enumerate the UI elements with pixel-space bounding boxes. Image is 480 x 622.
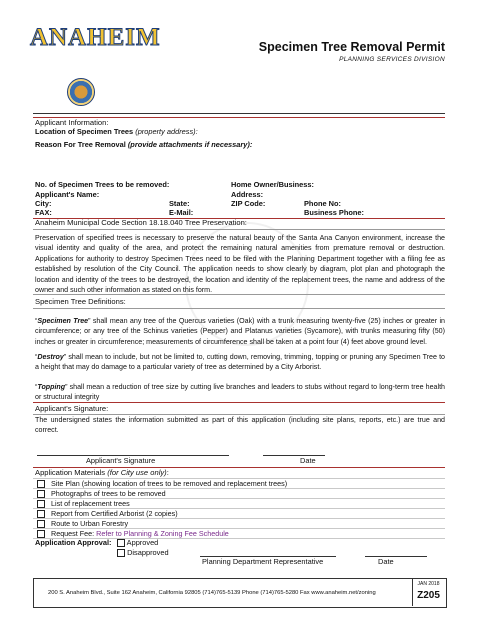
disapproved-label: Disapproved bbox=[127, 548, 169, 557]
representative-date-caption: Date bbox=[378, 557, 394, 566]
city-logo bbox=[30, 20, 161, 120]
fee-item[interactable] bbox=[37, 529, 229, 538]
divider bbox=[33, 402, 445, 403]
checkbox[interactable] bbox=[117, 539, 125, 547]
num-trees-label[interactable]: No. of Specimen Trees to be removed: bbox=[35, 180, 170, 189]
checklist-item[interactable] bbox=[37, 499, 130, 508]
preservation-text: Preservation of specified trees is necessary to preserve the natural beauty of the Santa Ana Canyon environment, increase the visual identity and quality of the area, and protect the remaining natural amenities from premature removal or destruction. Applications for authority to destroy Specimen Trees need to be filed with the Planning Department together with a filing fee as established by resolution of the City Council. The application needs to show clearly by diagram, plot plan and photograph the location and identity of the trees to be destroyed, the location and identity of the replacement trees, the name and address of the owner and such other information as stated on this form. bbox=[35, 234, 445, 295]
approved-option[interactable] bbox=[117, 538, 158, 548]
signature-date-line[interactable] bbox=[263, 455, 325, 456]
business-phone-label[interactable]: Business Phone: bbox=[304, 208, 364, 217]
divider bbox=[33, 294, 445, 295]
checklist-item-label: Photographs of trees to be removed bbox=[51, 489, 166, 498]
applicant-info-heading: Applicant Information: bbox=[35, 118, 109, 127]
representative-caption: Planning Department Representative bbox=[202, 557, 324, 566]
division-subtitle: PLANNING SERVICES DIVISION bbox=[339, 56, 445, 63]
destroy-term: Destroy bbox=[37, 353, 64, 361]
location-hint: (property address): bbox=[135, 127, 198, 136]
materials-heading-text: Application Materials bbox=[35, 468, 106, 477]
approved-label: Approved bbox=[126, 538, 159, 547]
materials-heading-colon: : bbox=[166, 468, 169, 477]
signature-heading: Applicant's Signature: bbox=[35, 404, 109, 413]
zip-label[interactable]: ZIP Code: bbox=[231, 199, 266, 208]
checklist-item-label: Site Plan (showing location of trees to be removed and replacement trees) bbox=[51, 479, 288, 488]
city-seal-icon bbox=[67, 78, 95, 106]
form-number: Z205 bbox=[417, 590, 440, 601]
fee-schedule-link[interactable]: Refer to Planning & Zoning Fee Schedule bbox=[96, 529, 229, 538]
checkbox[interactable] bbox=[37, 520, 45, 528]
preservation-heading: Anaheim Municipal Code Section 18.18.040 Tree Preservation: bbox=[35, 218, 247, 227]
divider bbox=[33, 113, 445, 114]
divider bbox=[33, 229, 445, 230]
checklist-item[interactable] bbox=[37, 489, 166, 498]
specimen-term: Specimen Tree bbox=[37, 317, 89, 325]
checkbox[interactable] bbox=[37, 480, 45, 488]
checklist-item-label: List of replacement trees bbox=[51, 499, 130, 508]
destroy-text: shall mean to include, but not be limited to, cutting down, removing, trimming, topping or pruning any Specimen Tree to a height that may do damage to a particular variety of tree as determined by a City Arborist. bbox=[35, 353, 445, 372]
disapproved-option[interactable] bbox=[117, 548, 169, 558]
footer-contact: 200 S. Anaheim Blvd., Suite 162 Anaheim, California 92805 (714)765-5139 Phone (714)765-5280 Fax www.anaheim.net/zoning bbox=[48, 590, 376, 596]
destroy-definition: “Destroy” shall mean to include, but not be limited to, cutting down, removing, trimming, topping or pruning any Specimen Tree to a height that may do damage to a particular variety of tree as determined by a City Arborist. bbox=[35, 353, 445, 372]
specimen-definition: “Specimen Tree” shall mean any tree of the Quercus varieties (Oak) with a trunk measuring twenty-five (25) inches or greater in circumference; or any tree of the Schinus varieties (Pepper) and Platanus varieties (Sycamore), with trunks measuring fifty (50) inches or greater in circumference; measurements of circumference shall be taken at a point four (4) feet above ground level. bbox=[35, 317, 445, 346]
phone-label[interactable]: Phone No: bbox=[304, 199, 341, 208]
divider bbox=[33, 308, 445, 309]
checkbox[interactable] bbox=[117, 549, 125, 557]
signature-date-caption: Date bbox=[300, 456, 316, 465]
signature-caption: Applicant's Signature bbox=[86, 456, 156, 465]
address-label[interactable]: Address: bbox=[231, 190, 264, 199]
logo-wordmark: ANAHEIM bbox=[30, 24, 161, 51]
form-date: JAN 2018 bbox=[417, 581, 440, 587]
representative-date-line[interactable] bbox=[365, 556, 427, 557]
reason-field-label[interactable] bbox=[35, 140, 252, 150]
state-label[interactable]: State: bbox=[169, 199, 190, 208]
approval-label: Application Approval: bbox=[35, 538, 112, 547]
location-field-label[interactable] bbox=[35, 127, 198, 137]
owner-label[interactable]: Home Owner/Business: bbox=[231, 180, 314, 189]
topping-definition: “Topping” shall mean a reduction of tree size by cutting live branches and leaders to stubs without regard to long-term tree health or structural integrity bbox=[35, 383, 445, 402]
fax-label[interactable]: FAX: bbox=[35, 208, 52, 217]
checklist-item-label: Route to Urban Forestry bbox=[51, 519, 129, 528]
applicant-name-label[interactable]: Applicant's Name: bbox=[35, 190, 100, 199]
checkbox[interactable] bbox=[37, 500, 45, 508]
fee-label: Request Fee: bbox=[51, 529, 97, 538]
checklist-item[interactable] bbox=[37, 519, 128, 528]
page-title: Specimen Tree Removal Permit bbox=[258, 40, 445, 54]
checklist-item-label: Report from Certified Arborist (2 copies) bbox=[51, 509, 178, 518]
checkbox[interactable] bbox=[37, 510, 45, 518]
specimen-text: shall mean any tree of the Quercus varieties (Oak) with a trunk measuring twenty-five (25) inches or greater in circumference; or any tree of the Schinus varieties (Pepper) and Platanus varieties (Sycamore), with trunks measuring fifty (50) inches or greater in circumference; measurements of circumference shall be taken at a point four (4) feet above ground level. bbox=[35, 317, 445, 346]
location-label: Location of Specimen Trees bbox=[35, 127, 134, 136]
topping-text: shall mean a reduction of tree size by cutting live branches and leaders to stubs without regard to long-term tree health or structural integrity bbox=[35, 383, 445, 402]
city-label[interactable]: City: bbox=[35, 199, 52, 208]
reason-hint: (provide attachments if necessary): bbox=[127, 140, 253, 149]
checklist-item[interactable] bbox=[37, 479, 287, 488]
materials-heading bbox=[35, 468, 169, 477]
materials-heading-note: (for City use only) bbox=[107, 468, 167, 477]
checklist-item[interactable] bbox=[37, 509, 178, 518]
checkbox[interactable] bbox=[37, 530, 45, 538]
reason-label: Reason For Tree Removal bbox=[35, 140, 126, 149]
definitions-heading: Specimen Tree Definitions: bbox=[35, 297, 126, 306]
signature-statement: The undersigned states the information submitted as part of this application (including site plans, reports, etc.) are true and correct. bbox=[35, 416, 445, 435]
topping-term: Topping bbox=[37, 383, 66, 391]
email-label[interactable]: E-Mail: bbox=[169, 208, 194, 217]
checkbox[interactable] bbox=[37, 490, 45, 498]
